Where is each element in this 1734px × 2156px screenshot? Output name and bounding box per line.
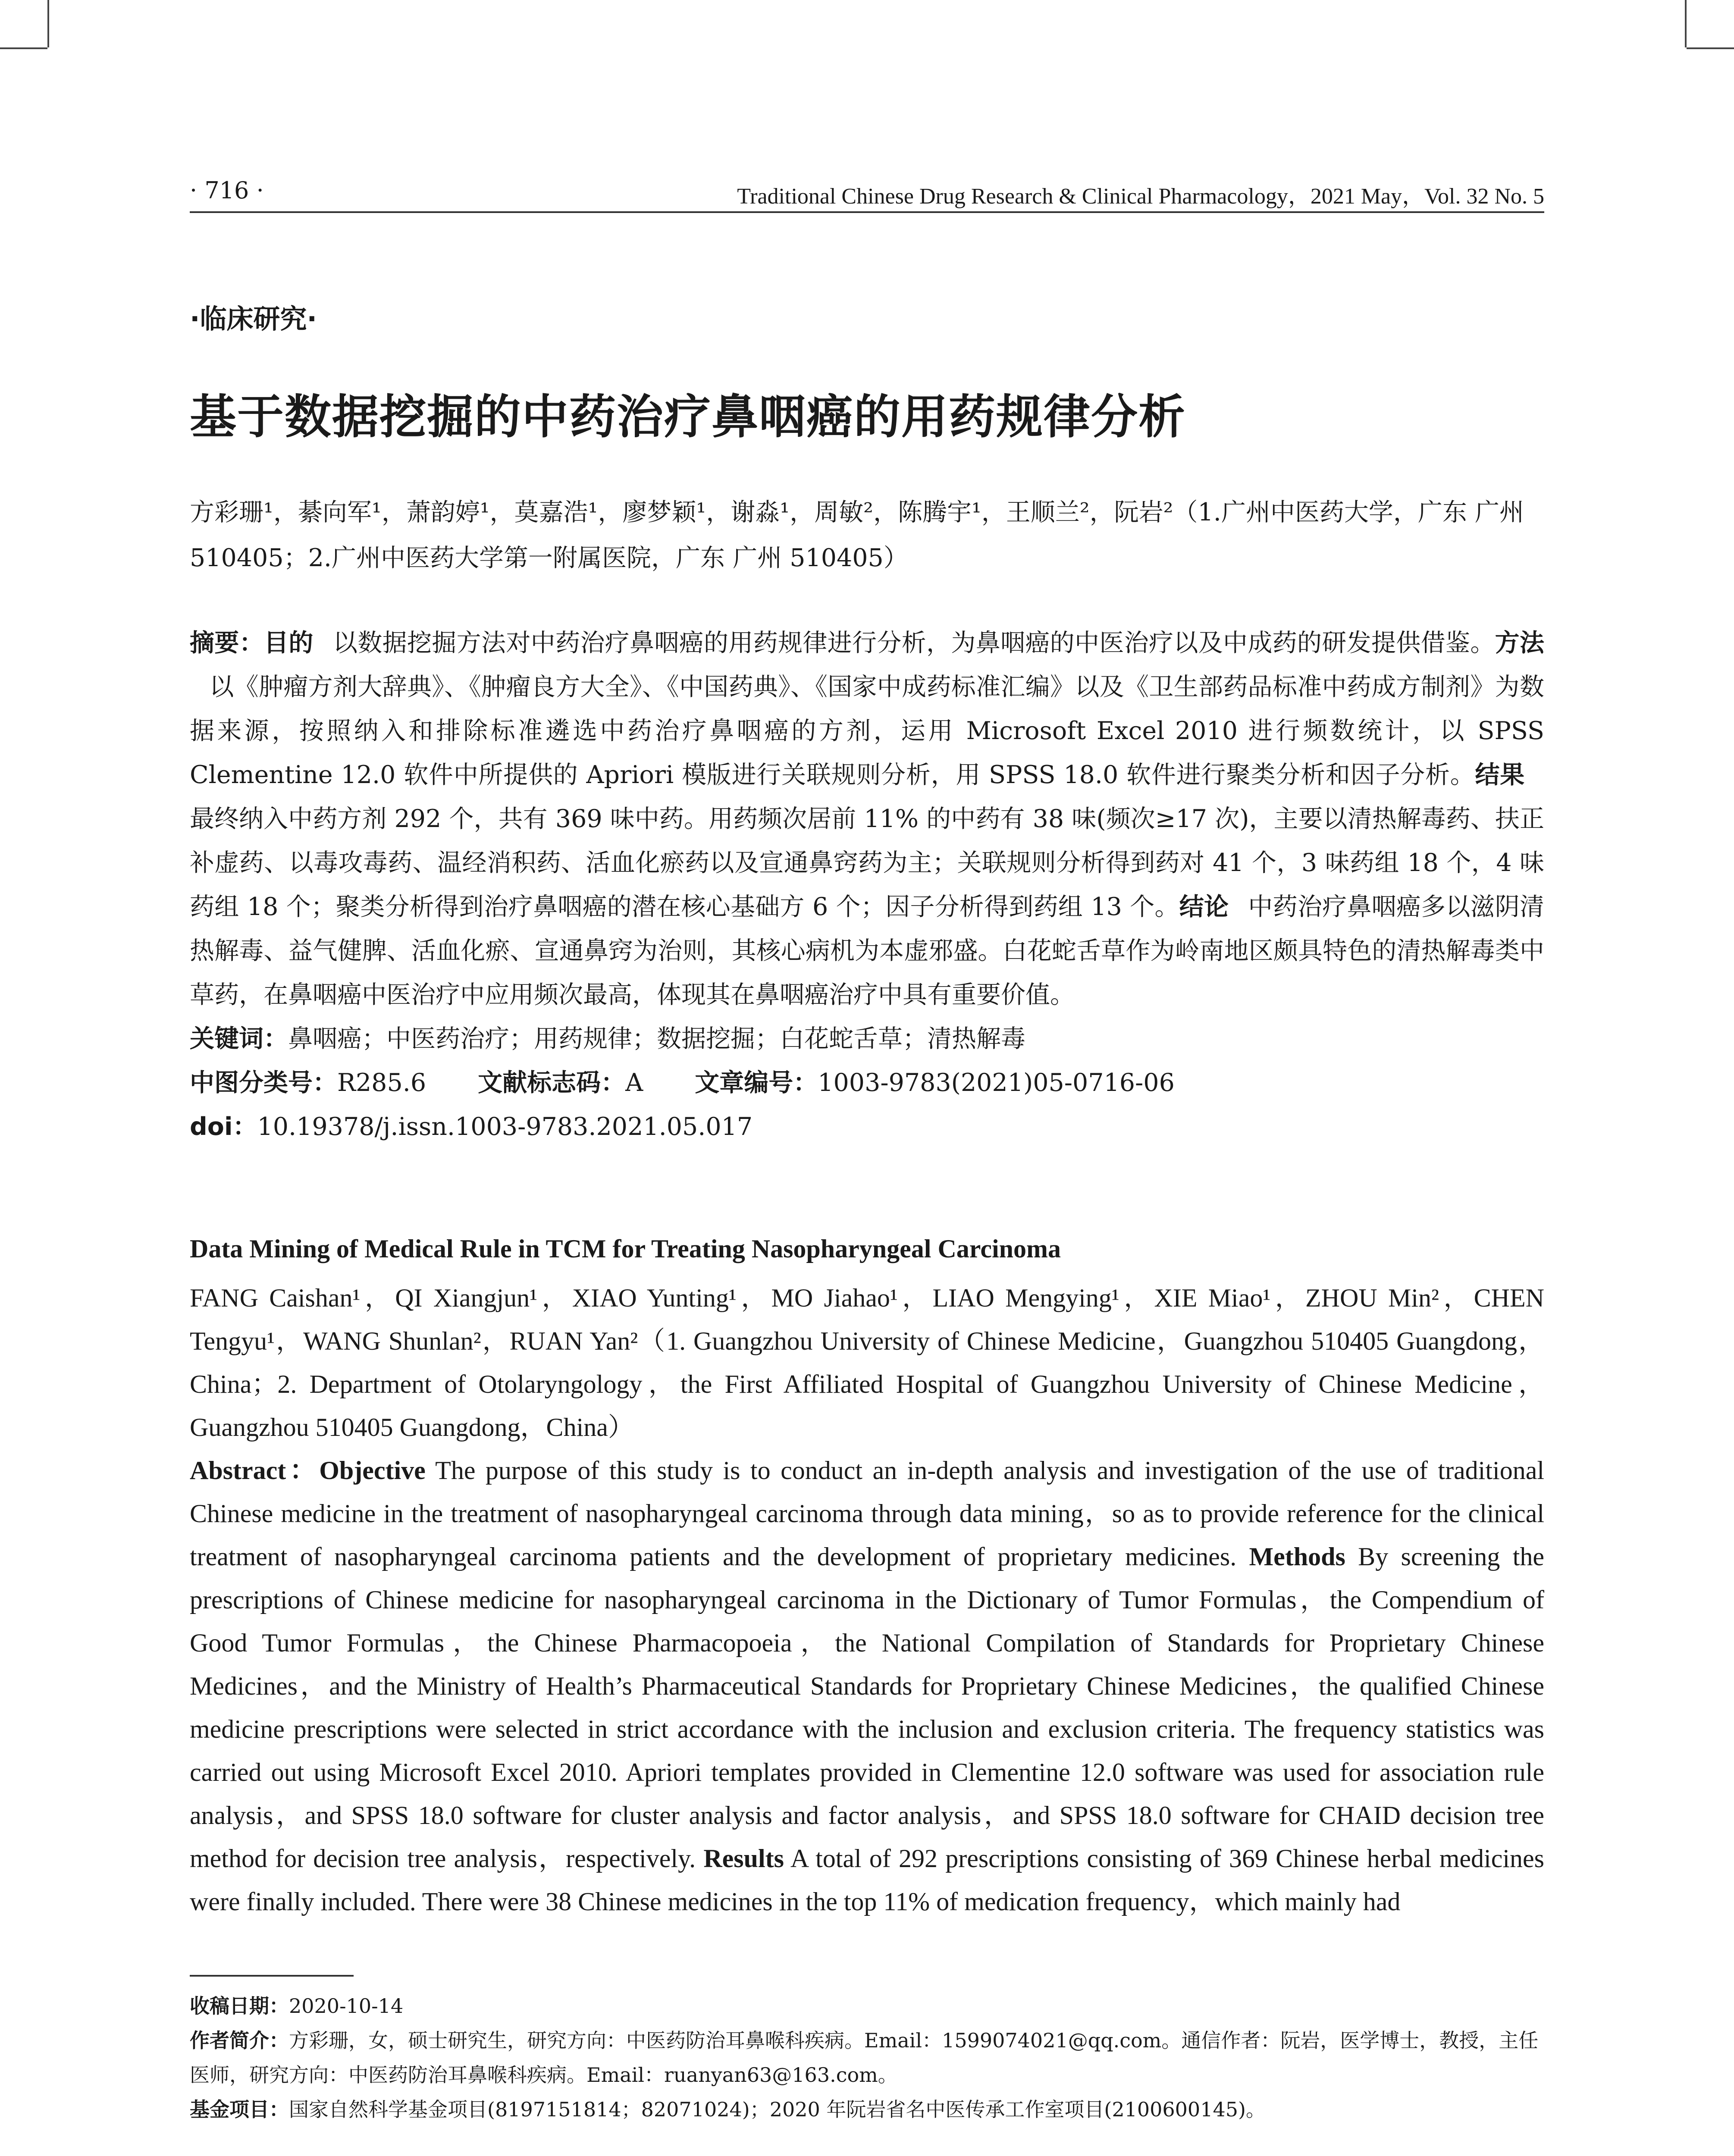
- fund-info: 基金项目：国家自然科学基金项目(8197151814；82071024)；2020 年阮岩省名中医传承工作室项目(2100600145)。: [190, 2098, 1266, 2121]
- conclusion-text: 中药治疗鼻咽癌多以滋阴清热解毒、益气健脾、活血化瘀、宣通鼻窍为治则，其核心病机为本虚邪盛。白花蛇舌草作为岭南地区颇具特色的清热解毒类中草药，在鼻咽癌中医治疗中应用频次最高，体现其在鼻咽癌治疗中具有重要价值。: [190, 893, 1545, 1009]
- footnote-rule: [190, 1975, 354, 1977]
- results-en-label: Results: [703, 1844, 784, 1873]
- author-info: 作者简介：方彩珊，女，硕士研究生，研究方向：中医药防治耳鼻喉科疾病。Email：1599074021@qq.com。通信作者：阮岩，医学博士，教授，主任医师，研究方向：中医药防治耳鼻喉科疾病。Email：ruanyan63@163.com。: [190, 2029, 1539, 2087]
- title-en: Data Mining of Medical Rule in TCM for Treating Nasopharyngeal Carcinoma: [190, 1235, 1061, 1263]
- authors-en: FANG Caishan¹，QI Xiangjun¹，XIAO Yunting¹，MO Jiahao¹，LIAO Mengying¹，XIE Miao¹，ZHOU Min²，CHEN Tengyu¹，WANG Shunlan²，RUAN Yan²（1. Guangzhou University of Chinese Medicine，Guangzhou 510405 Guangdong，China；2. Department of Otolaryngology，the First Affiliated Hospital of Guangzhou University of Chinese Medicine，Guangzhou 510405 Guangdong，China）: [190, 1284, 1544, 1442]
- crop-mark: [1685, 0, 1687, 47]
- footnotes: [190, 1989, 1544, 2127]
- title-cn: 基于数据挖掘的中药治疗鼻咽癌的用药规律分析: [190, 390, 1186, 444]
- abstract-en-label: Abstract：: [190, 1456, 320, 1485]
- abstract-label: 摘要：: [190, 629, 264, 657]
- keywords: 关键词：鼻咽癌；中医药治疗；用药规律；数据挖掘；白花蛇舌草；清热解毒: [190, 1025, 1025, 1053]
- crop-mark: [0, 47, 47, 49]
- results-label: 结果: [1475, 761, 1525, 789]
- results-text: 最终纳入中药方剂 292 个，共有 369 味中药。用药频次居前 11% 的中药有 38 味(频次≥17 次)，主要以清热解毒药、扶正补虚药、以毒攻毒药、温经消积药、活血化瘀药以及宣通鼻窍药为主；关联规则分析得到药对 41 个，3 味药组 18 个，4 味药组 18 个；聚类分析得到治疗鼻咽癌的潜在核心基础方 6 个；因子分析得到药组 13 个。: [190, 805, 1544, 921]
- page-number: · 716 ·: [190, 177, 264, 204]
- objective-text: 以数据挖掘方法对中药治疗鼻咽癌的用药规律进行分析，为鼻咽癌的中医治疗以及中成药的研发提供借鉴。: [332, 629, 1495, 657]
- methods-label: 方法: [1495, 629, 1545, 657]
- column-tag: ·临床研究·: [190, 303, 317, 335]
- conclusion-label: 结论: [1179, 893, 1229, 921]
- abstract-en: Abstract：Objective The purpose of this study is to conduct an in-depth analysis and investigation of the use of traditional Chinese medicine in the treatment of nasopharyngeal carcinoma through data mining，so as to provide reference for the clinical treatment of nasopharyngeal carcinoma patients and the development of proprietary medicines. Methods By screening the prescriptions of Chinese medicine for nasopharyngeal carcinoma in the Dictionary of Tumor Formulas，the Compendium of Good Tumor Formulas，the Chinese Pharmacopoeia，the National Compilation of Standards for Proprietary Chinese Medicines，and the Ministry of Health’s Pharmaceutical Standards for Proprietary Chinese Medicines，the qualified Chinese medicine prescriptions were selected in strict accordance with the inclusion and exclusion criteria. The frequency statistics was carried out using Microsoft Excel 2010. Apriori templates provided in Clementine 12.0 software was used for association rule analysis，and SPSS 18.0 software for cluster analysis and factor analysis，and SPSS 18.0 software for CHAID decision tree method for decision tree analysis，respectively. Results A total of 292 prescriptions consisting of 369 Chinese herbal medicines were finally included. There were 38 Chinese medicines in the top 11% of medication frequency，which mainly had: [190, 1456, 1545, 1916]
- journal-header: Traditional Chinese Drug Research & Clinical Pharmacology，2021 May，Vol. 32 No. 5: [737, 184, 1544, 209]
- doi: doi：10.19378/j.issn.1003-9783.2021.05.017: [190, 1112, 753, 1141]
- classification: 中图分类号：R285.6 文献标志码：A 文章编号：1003-9783(2021)05-0716-06: [190, 1069, 1175, 1097]
- abstract-cn: [190, 621, 1544, 1149]
- objective-label: 目的: [264, 629, 314, 657]
- crop-mark: [1687, 47, 1734, 49]
- authors-cn: 方彩珊¹，綦向军¹，萧韵婷¹，莫嘉浩¹，廖梦颖¹，谢淼¹，周敏²，陈腾宇¹，王顺兰²，阮岩²（1.广州中医药大学，广东 广州 510405；2.广州中医药大学第一附属医院，广东 广州 510405）: [190, 498, 1524, 572]
- crop-mark: [47, 0, 49, 47]
- received-date: 收稿日期：2020-10-14: [190, 1994, 404, 2018]
- header-rule: [190, 211, 1544, 213]
- methods-en-label: Methods: [1249, 1542, 1345, 1571]
- methods-text: 以《肿瘤方剂大辞典》、《肿瘤良方大全》、《中国药典》、《国家中成药标准汇编》以及《卫生部药品标准中药成方制剂》为数据来源，按照纳入和排除标准遴选中药治疗鼻咽癌的方剂，运用 Microsoft Excel 2010 进行频数统计，以 SPSS Clementine 12.0 软件中所提供的 Apriori 模版进行关联规则分析，用 SPSS 18.0 软件进行聚类分析和因子分析。: [190, 673, 1544, 789]
- objective-en-label: Objective: [319, 1456, 426, 1485]
